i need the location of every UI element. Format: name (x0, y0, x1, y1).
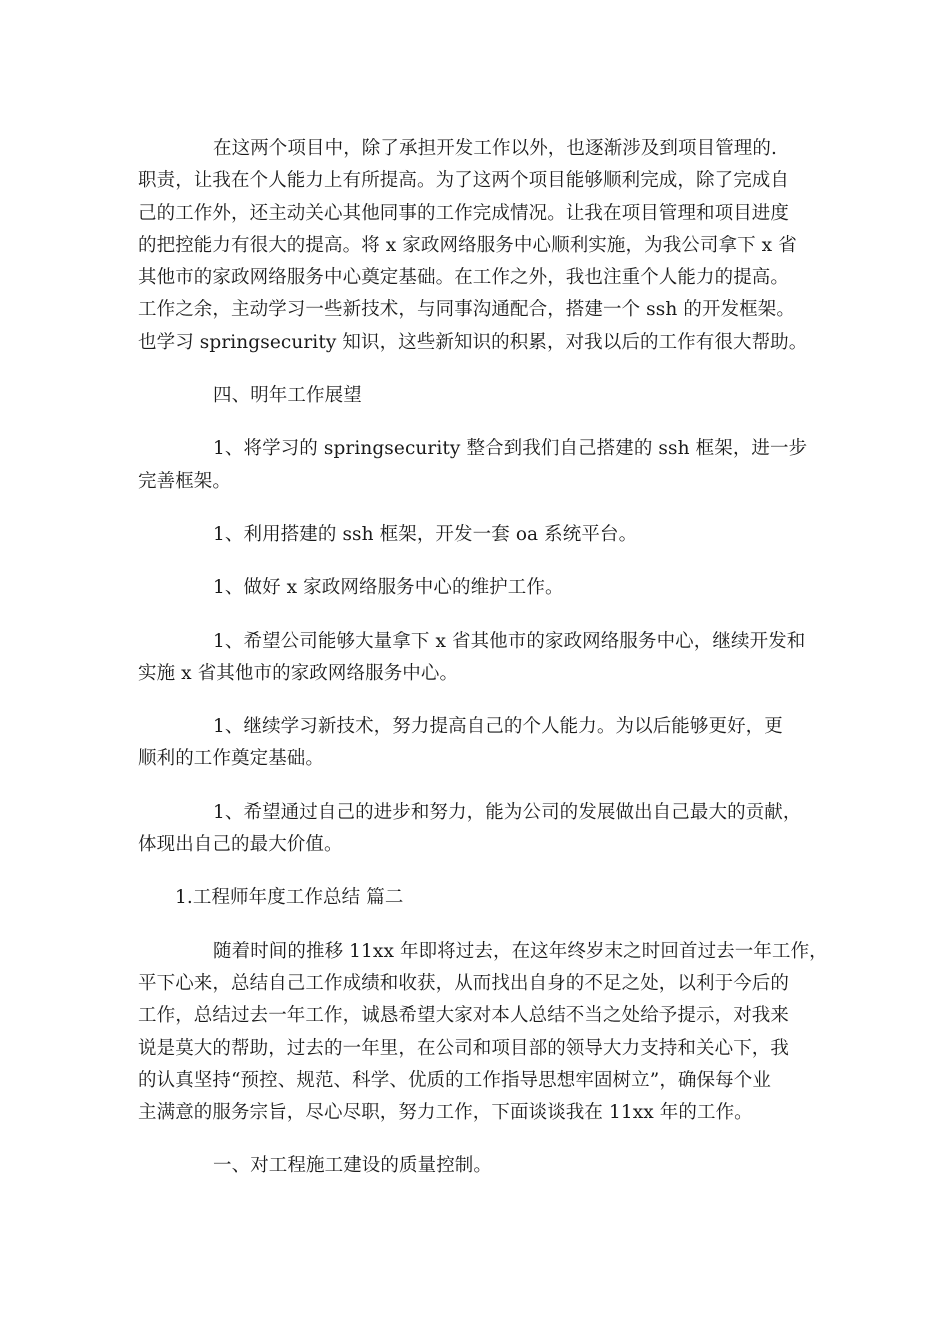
list-item-3 (138, 572, 828, 604)
list-item-4 (138, 626, 828, 691)
document-page (138, 133, 828, 1204)
heading-text: 一、对工程施工建设的质量控制。 (213, 1155, 493, 1177)
text-line: 实施 x 省其他市的家政网络服务中心。 (138, 662, 459, 684)
list-item-5 (138, 711, 828, 776)
text-line: 工作之余，主动学习一些新技术，与同事沟通配合，搭建一个 ssh 的开发框架。 (138, 299, 795, 321)
text-line: 的把控能力有很大的提高。将 x 家政网络服务中心顺利实施，为我公司拿下 x 省 (138, 234, 797, 256)
paragraph-project-management (138, 133, 828, 359)
text-line: 在这两个项目中，除了承担开发工作以外，也逐渐涉及到项目管理的. (213, 138, 777, 159)
text-line: 1、希望公司能够大量拿下 x 省其他市的家政网络服务中心，继续开发和 (213, 630, 806, 652)
section-heading-quality-control (138, 1150, 828, 1182)
text-line: 职责，让我在个人能力上有所提高。为了这两个项目能够顺利完成，除了完成自 (138, 170, 790, 192)
text-line: 完善框架。 (138, 470, 232, 492)
text-line: 的认真坚持“预控、规范、科学、优质的工作指导思想牢固树立”，确保每个业 (138, 1069, 771, 1091)
text-line: 也学习 springsecurity 知识，这些新知识的积累，对我以后的工作有很大帮助。 (138, 331, 808, 353)
text-line: 1、希望通过自己的进步和努力，能为公司的发展做出自己最大的贡献， (213, 801, 802, 823)
list-item-1 (138, 433, 828, 498)
text-line: 体现出自己的最大价值。 (138, 834, 343, 856)
text-line: 其他市的家政网络服务中心奠定基础。在工作之外，我也注重个人能力的提高。 (138, 267, 790, 289)
list-item-6 (138, 797, 828, 862)
paragraph-intro (138, 936, 828, 1130)
list-item-2 (138, 519, 828, 551)
heading-text: 1.工程师年度工作总结 篇二 (175, 887, 404, 909)
section-heading-outlook (138, 380, 828, 412)
heading-text: 四、明年工作展望 (213, 385, 362, 407)
text-line: 主满意的服务宗旨，尽心尽职，努力工作，下面谈谈我在 11xx 年的工作。 (138, 1102, 753, 1124)
text-line: 随着时间的推移 11xx 年即将过去，在这年终岁末之时回首过去一年工作， (213, 940, 828, 962)
text-line: 1、利用搭建的 ssh 框架，开发一套 oa 系统平台。 (213, 523, 638, 545)
article-heading (138, 882, 828, 914)
text-line: 说是莫大的帮助，过去的一年里，在公司和项目部的领导大力支持和关心下，我 (138, 1037, 790, 1059)
text-line: 1、将学习的 springsecurity 整合到我们自己搭建的 ssh 框架，进一步 (213, 438, 808, 460)
text-line: 顺利的工作奠定基础。 (138, 748, 325, 770)
text-line: 平下心来，总结自己工作成绩和收获，从而找出自身的不足之处，以利于今后的 (138, 972, 790, 994)
text-line: 工作，总结过去一年工作，诚恳希望大家对本人总结不当之处给予提示，对我来 (138, 1005, 790, 1027)
text-line: 己的工作外，还主动关心其他同事的工作完成情况。让我在项目管理和项目进度 (138, 202, 790, 224)
text-line: 1、继续学习新技术，努力提高自己的个人能力。为以后能够更好，更 (213, 716, 783, 738)
text-line: 1、做好 x 家政网络服务中心的维护工作。 (213, 577, 564, 599)
